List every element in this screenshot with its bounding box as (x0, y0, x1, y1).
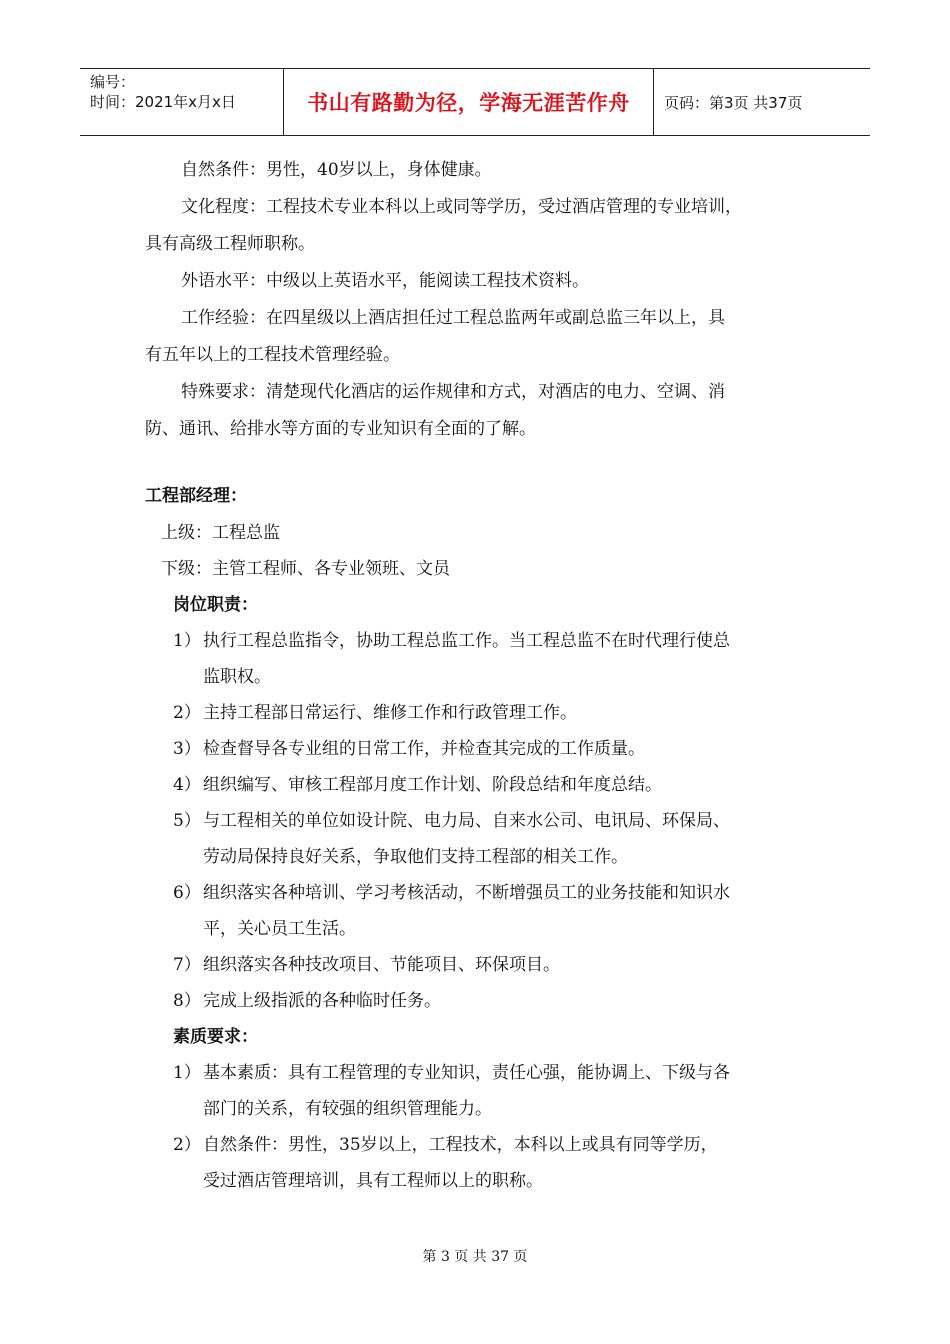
duty-text: 组织落实各种技改项目、节能项目、环保项目。 (203, 955, 560, 975)
header-left-cell (80, 69, 284, 135)
duty-text: 主持工程部日常运行、维修工作和行政管理工作。 (203, 703, 577, 723)
intro-special-line2: 防、通讯、给排水等方面的专业知识有全面的了解。 (145, 419, 536, 439)
quality-number: 1） (173, 1063, 201, 1083)
subordinate-line: 下级：主管工程师、各专业领班、文员 (161, 559, 450, 579)
intro-special-line1: 特殊要求：清楚现代化酒店的运作规律和方式，对酒店的电力、空调、消 (181, 382, 725, 402)
duty-number: 7） (173, 955, 201, 975)
intro-foreign-language: 外语水平：中级以上英语水平，能阅读工程技术资料。 (181, 271, 589, 291)
duty-text: 组织编写、审核工程部月度工作计划、阶段总结和年度总结。 (203, 775, 662, 795)
duty-text-cont: 平，关心员工生活。 (203, 919, 356, 939)
intro-education-line2: 具有高级工程师职称。 (145, 234, 315, 254)
duty-item (145, 875, 815, 947)
header-page-label: 页码：第3页 共37页 (664, 93, 803, 112)
header-motto: 书山有路勤为径，学海无涯苦作舟 (284, 69, 654, 135)
duty-text-cont: 监职权。 (203, 667, 271, 687)
quality-text: 自然条件：男性，35岁以上，工程技术，本科以上或具有同等学历， (203, 1135, 718, 1155)
duties-heading: 岗位职责： (173, 595, 258, 615)
intro-experience-line2: 有五年以上的工程技术管理经验。 (145, 345, 400, 365)
quality-heading: 素质要求： (173, 1027, 258, 1047)
duty-item (145, 983, 815, 1019)
page-footer: 第 3 页 共 37 页 (422, 1249, 528, 1265)
duty-number: 6） (173, 883, 201, 903)
quality-text-cont: 部门的关系，有较强的组织管理能力。 (203, 1099, 492, 1119)
duty-text: 完成上级指派的各种临时任务。 (203, 991, 441, 1011)
duty-number: 8） (173, 991, 201, 1011)
duty-number: 5） (173, 811, 201, 831)
document-body (145, 152, 815, 1199)
duty-text-cont: 劳动局保持良好关系，争取他们支持工程部的相关工作。 (203, 847, 628, 867)
duty-item (145, 623, 815, 695)
superior-line: 上级：工程总监 (161, 523, 280, 543)
duty-item (145, 803, 815, 875)
duty-text: 组织落实各种培训、学习考核活动，不断增强员工的业务技能和知识水 (203, 883, 730, 903)
duty-text: 执行工程总监指令，协助工程总监工作。当工程总监不在时代理行使总 (203, 631, 730, 651)
quality-text: 基本素质：具有工程管理的专业知识，责任心强，能协调上、下级与各 (203, 1063, 730, 1083)
quality-item (145, 1127, 815, 1199)
number-label: 编号： (90, 73, 136, 91)
quality-item (145, 1055, 815, 1127)
duty-number: 2） (173, 703, 201, 723)
duty-text: 检查督导各专业组的日常工作，并检查其完成的工作质量。 (203, 739, 645, 759)
duty-item (145, 695, 815, 731)
section-title: 工程部经理： (145, 486, 247, 506)
page-header (80, 68, 870, 136)
date-label: 时间：2021年x月x日 (90, 93, 236, 111)
duty-number: 1） (173, 631, 201, 651)
duty-item (145, 767, 815, 803)
duty-number: 3） (173, 739, 201, 759)
intro-experience-line1: 工作经验：在四星级以上酒店担任过工程总监两年或副总监三年以上，具 (181, 308, 725, 328)
intro-education-line1: 文化程度：工程技术专业本科以上或同等学历，受过酒店管理的专业培训， (181, 197, 742, 217)
quality-number: 2） (173, 1135, 201, 1155)
duty-item (145, 947, 815, 983)
duty-text: 与工程相关的单位如设计院、电力局、自来水公司、电讯局、环保局、 (203, 811, 730, 831)
quality-text-cont: 受过酒店管理培训，具有工程师以上的职称。 (203, 1171, 543, 1191)
duty-item (145, 731, 815, 767)
intro-natural-conditions: 自然条件：男性，40岁以上，身体健康。 (181, 160, 492, 180)
duty-number: 4） (173, 775, 201, 795)
